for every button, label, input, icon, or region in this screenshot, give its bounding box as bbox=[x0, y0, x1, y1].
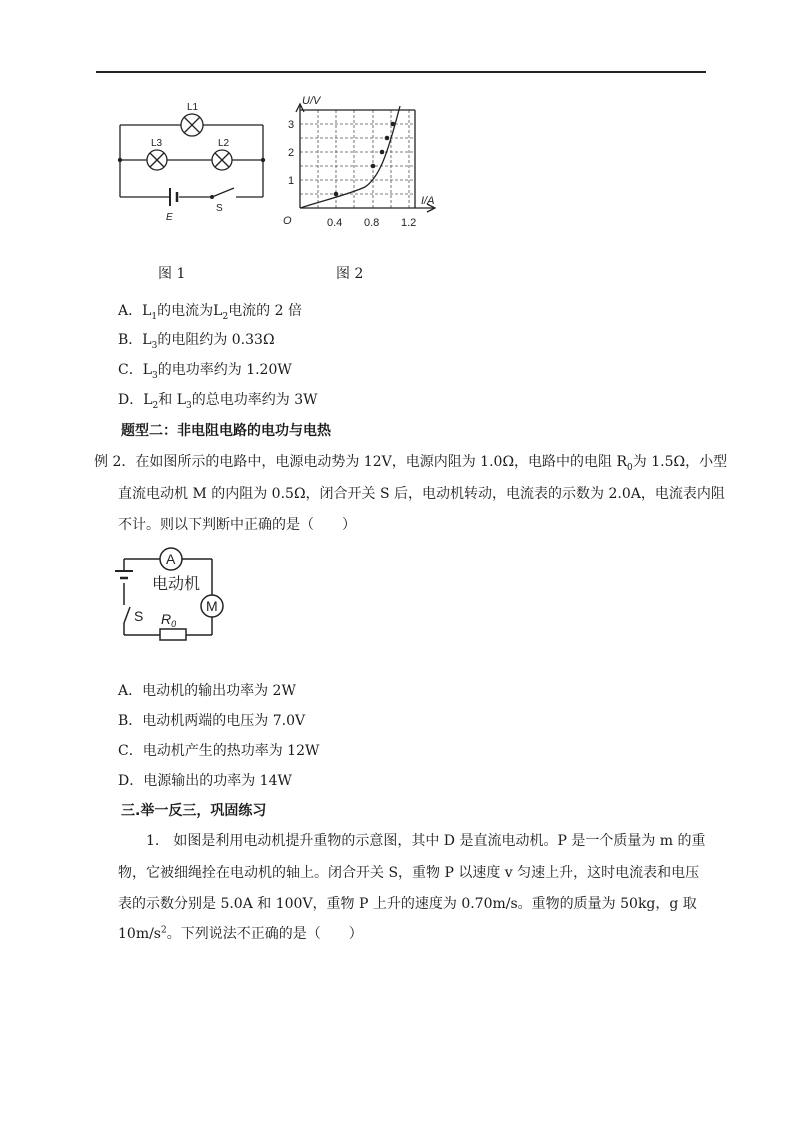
q2-option-a: A．电动机的输出功率为 2W bbox=[118, 683, 296, 699]
example2-line3: 不计。则以下判断中正确的是（ ） bbox=[118, 517, 356, 533]
data-point bbox=[371, 164, 376, 169]
example2-line2: 直流电动机 M 的内阻为 0.5Ω，闭合开关 S 后，电动机转动，电流表的示数为 2.0A，电流表内阻 bbox=[118, 486, 725, 502]
label-l2: L2 bbox=[218, 138, 230, 149]
section3-title: 三.举一反三，巩固练习 bbox=[121, 803, 267, 819]
x-axis-label: I/A bbox=[421, 195, 435, 207]
section2-title: 题型二：非电阻电路的电功与电热 bbox=[121, 423, 331, 439]
practice1-line1: 1. 如图是利用电动机提升重物的示意图，其中 D 是直流电动机。P 是一个质量为 m 的重 bbox=[146, 833, 706, 849]
lamp-l2-icon bbox=[212, 150, 232, 170]
data-point bbox=[380, 150, 385, 155]
label-s: S bbox=[216, 203, 223, 214]
q2-option-c: C．电动机产生的热功率为 12W bbox=[118, 743, 320, 759]
figure2-graph bbox=[280, 92, 452, 232]
y-tick: 3 bbox=[288, 119, 295, 131]
y-tick: 2 bbox=[288, 147, 295, 159]
resistor-label: $R_0$ bbox=[161, 611, 177, 629]
q1-option-a: A．$L_1$的电流为$L_2$电流的 2 倍 bbox=[118, 303, 302, 322]
switch-label: S bbox=[134, 608, 144, 624]
figure1-circuit bbox=[110, 98, 275, 223]
lamp-l1-icon bbox=[181, 114, 203, 136]
y-axis-label: U/V bbox=[302, 95, 321, 107]
practice1-line3: 表的示数分别是 5.0A 和 100V，重物 P 上升的速度为 0.70m/s。重物的质量为 50kg，g 取 bbox=[118, 896, 697, 912]
ammeter-icon bbox=[160, 548, 182, 570]
y-tick: 1 bbox=[288, 175, 295, 187]
figure1-label: 图 1 bbox=[158, 266, 186, 282]
label-e: E bbox=[166, 212, 173, 223]
x-tick: 0.4 bbox=[327, 217, 343, 229]
lamp-l3-icon bbox=[147, 150, 167, 170]
label-l3: L3 bbox=[151, 138, 163, 149]
x-tick: 1.2 bbox=[401, 217, 417, 229]
label-l1: L1 bbox=[187, 102, 199, 113]
header-rule bbox=[96, 71, 706, 73]
u-i-curve bbox=[300, 106, 400, 208]
practice1-line2: 物，它被细绳拴在电动机的轴上。闭合开关 S，重物 P 以速度 v 匀速上升，这时电流表和电压 bbox=[118, 865, 700, 881]
resistor-icon bbox=[160, 629, 186, 640]
q1-option-d: D．$L_2$和 $L_3$的总电功率约为 3W bbox=[118, 392, 318, 411]
practice1-line4: $10m/s^2$。下列说法不正确的是（ ） bbox=[118, 925, 363, 942]
q2-option-b: B．电动机两端的电压为 7.0V bbox=[118, 713, 306, 729]
q1-option-c: C．$L_3$的电功率约为 1.20W bbox=[118, 362, 292, 381]
origin-label: O bbox=[283, 215, 292, 227]
data-point bbox=[391, 122, 396, 127]
data-point bbox=[385, 136, 390, 141]
svg-text:M: M bbox=[206, 598, 218, 614]
figure3-motor-circuit bbox=[112, 545, 237, 645]
data-point bbox=[334, 192, 339, 197]
x-tick: 0.8 bbox=[364, 217, 380, 229]
motor-icon bbox=[201, 595, 223, 617]
svg-text:A: A bbox=[166, 551, 176, 567]
figure2-label: 图 2 bbox=[336, 266, 364, 282]
example2-line1: 例 2．在如图所示的电路中，电源电动势为 12V，电源内阻为 1.0Ω，电路中的电阻 $R_0$为 1.5Ω，小型 bbox=[94, 454, 728, 473]
q1-option-b: B．$L_3$的电阻约为 0.33Ω bbox=[118, 332, 275, 351]
motor-label: 电动机 bbox=[152, 576, 201, 593]
q2-option-d: D．电源输出的功率为 14W bbox=[118, 773, 292, 789]
